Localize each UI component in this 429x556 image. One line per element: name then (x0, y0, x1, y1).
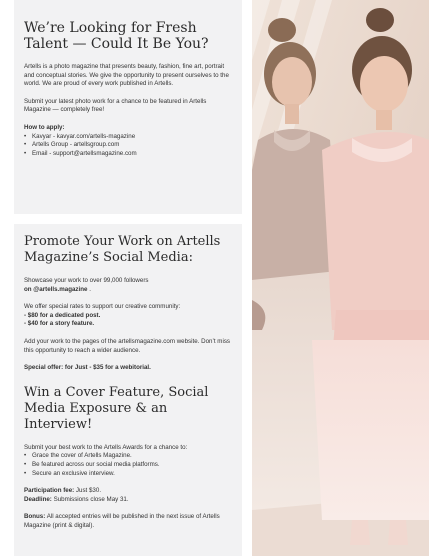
promote-panel (14, 224, 242, 556)
awards-intro: Submit your best work to the Artells Awards for a chance to: (24, 443, 188, 451)
showcase-suffix: . (89, 285, 91, 293)
bonus-line (24, 513, 232, 530)
social-heading: Promote Your Work on Artells Magazine’s Social Media: (24, 234, 221, 265)
awards-list (24, 452, 232, 478)
apply-item-artells-group[interactable]: • Artells Group - artellsgroup.com (24, 141, 232, 150)
apply-item-kavyar[interactable]: • Kavyar - kavyar.com/artells-magazine (24, 133, 232, 142)
rates-intro: We offer special rates to support our creative community: (24, 303, 181, 311)
cover-heading: Win a Cover Feature, Social Media Exposure & an Interview! (24, 384, 209, 432)
fee-line (24, 487, 232, 504)
showcase-paragraph (24, 277, 232, 294)
awards-item-cover: • Grace the cover of Artells Magazine. (24, 452, 232, 461)
awards-item-social: • Be featured across our social media platforms. (24, 461, 232, 470)
bonus-value: All accepted entries will be published in the next issue of Artells Magazine (print & digital). (24, 513, 220, 529)
fee-label: Participation fee: (24, 487, 75, 495)
intro-paragraph: Artells is a photo magazine that presents beauty, fashion, fine art, portrait and conceptual stories. We give the opportunity to present ourselves to the world. We are proud of every work published in Artells. (24, 63, 229, 88)
apply-item-email[interactable]: • Email - support@artellsmagazine.com (24, 150, 232, 159)
how-to-apply-label: How to apply: (24, 123, 65, 131)
awards-item-interview: • Secure an exclusive interview. (24, 470, 232, 479)
fee-value: Just $30. (74, 487, 102, 495)
deadline-label: Deadline: (24, 495, 52, 503)
showcase-text: Showcase your work to over 99,000 followers (24, 277, 149, 284)
rates-paragraph (24, 303, 232, 329)
deadline-value: Submissions close May 31. (51, 495, 129, 503)
bonus-label: Bonus: (24, 513, 46, 521)
special-offer: Special offer: for Just - $35 for a webitorial. (24, 364, 151, 372)
call-for-talent-panel (14, 0, 242, 214)
photo-illustration (252, 0, 429, 556)
rate-post: - $80 for a dedicated post. (24, 311, 101, 319)
talent-heading: We’re Looking for Fresh Talent — Could It Be You? (24, 20, 209, 52)
apply-list (24, 133, 232, 159)
website-paragraph: Add your work to the pages of the artellsmagazine.com website. Don’t miss this opportunity to reach a wider audience. (24, 337, 231, 354)
fashion-photo (252, 0, 429, 556)
rate-story: - $40 for a story feature. (24, 320, 95, 328)
instagram-handle[interactable]: on @artells.magazine (24, 285, 88, 293)
submit-paragraph: Submit your latest photo work for a chance to be featured in Artells Magazine — completely free! (24, 97, 207, 114)
